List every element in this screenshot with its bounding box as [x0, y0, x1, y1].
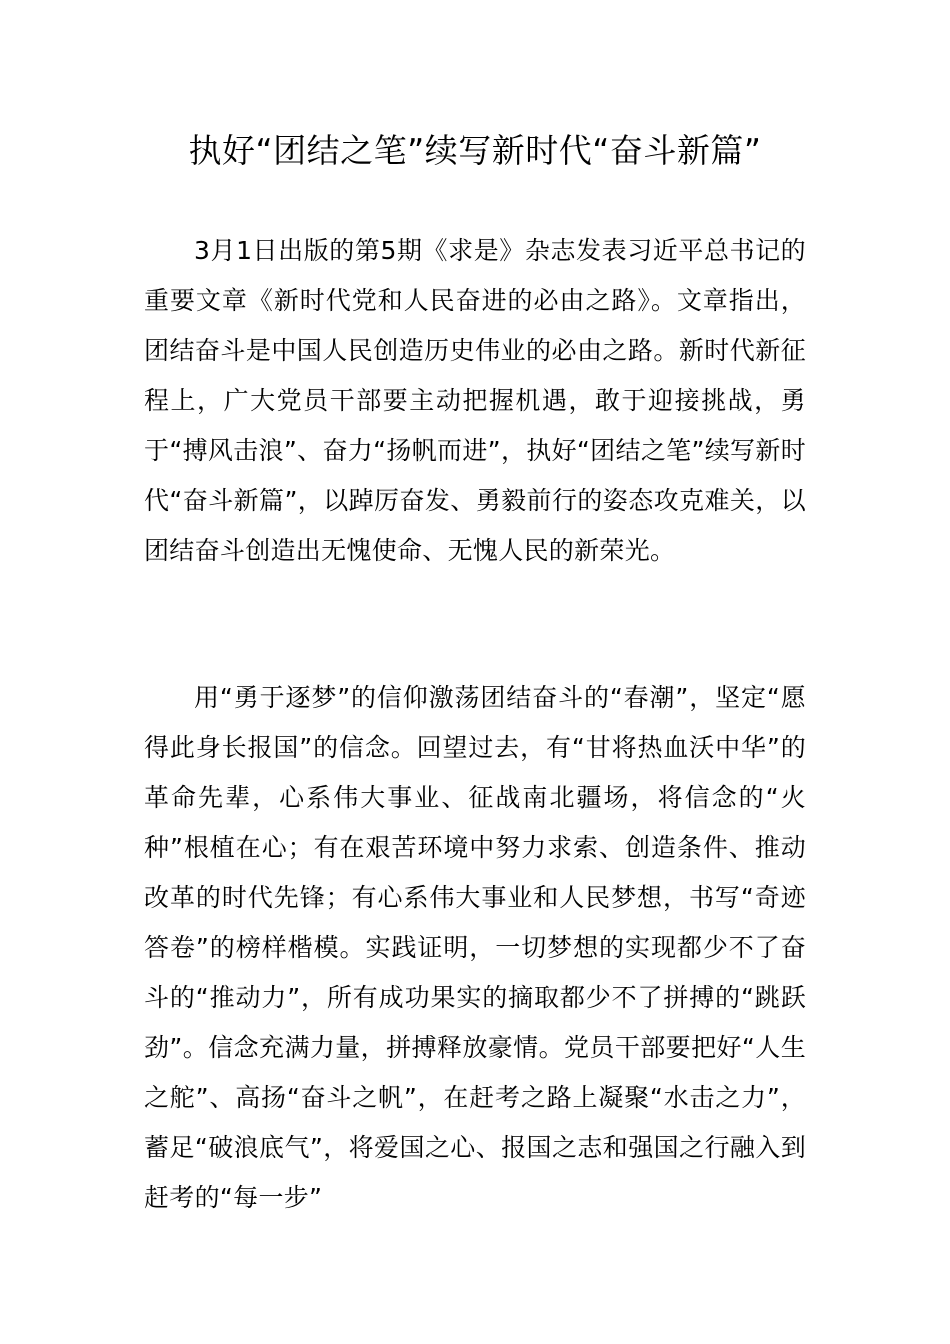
paragraph-2: 用“勇于逐梦”的信仰激荡团结奋斗的“春潮”，坚定“愿得此身长报国”的信念。回望过去，有“甘将热血沃中华”的革命先辈，心系伟大事业、征战南北疆场，将信念的“火种”根植在心；有在艰苦环境中努力求索、创造条件、推动改革的时代先锋；有心系伟大事业和人民梦想，书写“奇迹答卷”的榜样楷模。实践证明，一切梦想的实现都少不了奋斗的“推动力”，所有成功果实的摘取都少不了拼搏的“跳跃劲”。信念充满力量，拼搏释放豪情。党员干部要把好“人生之舵”、高扬“奋斗之帆”，在赶考之路上凝聚“水击之力”，蓄足“破浪底气”，将爱国之心、报国之志和强国之行融入到赶考的“每一步” — [144, 683, 806, 1212]
document-title: 执好“团结之笔”续写新时代“奋斗新篇” — [188, 131, 762, 170]
paragraph-1: 3月1日出版的第5期《求是》杂志发表习近平总书记的重要文章《新时代党和人民奋进的必由之路》。文章指出，团结奋斗是中国人民创造历史伟业的必由之路。新时代新征程上，广大党员干部要主动把握机遇，敢于迎接挑战，勇于“搏风击浪”、奋力“扬帆而进”，执好“团结之笔”续写新时代“奋斗新篇”，以踔厉奋发、勇毅前行的姿态攻克难关，以团结奋斗创造出无愧使命、无愧人民的新荣光。 — [144, 236, 806, 565]
